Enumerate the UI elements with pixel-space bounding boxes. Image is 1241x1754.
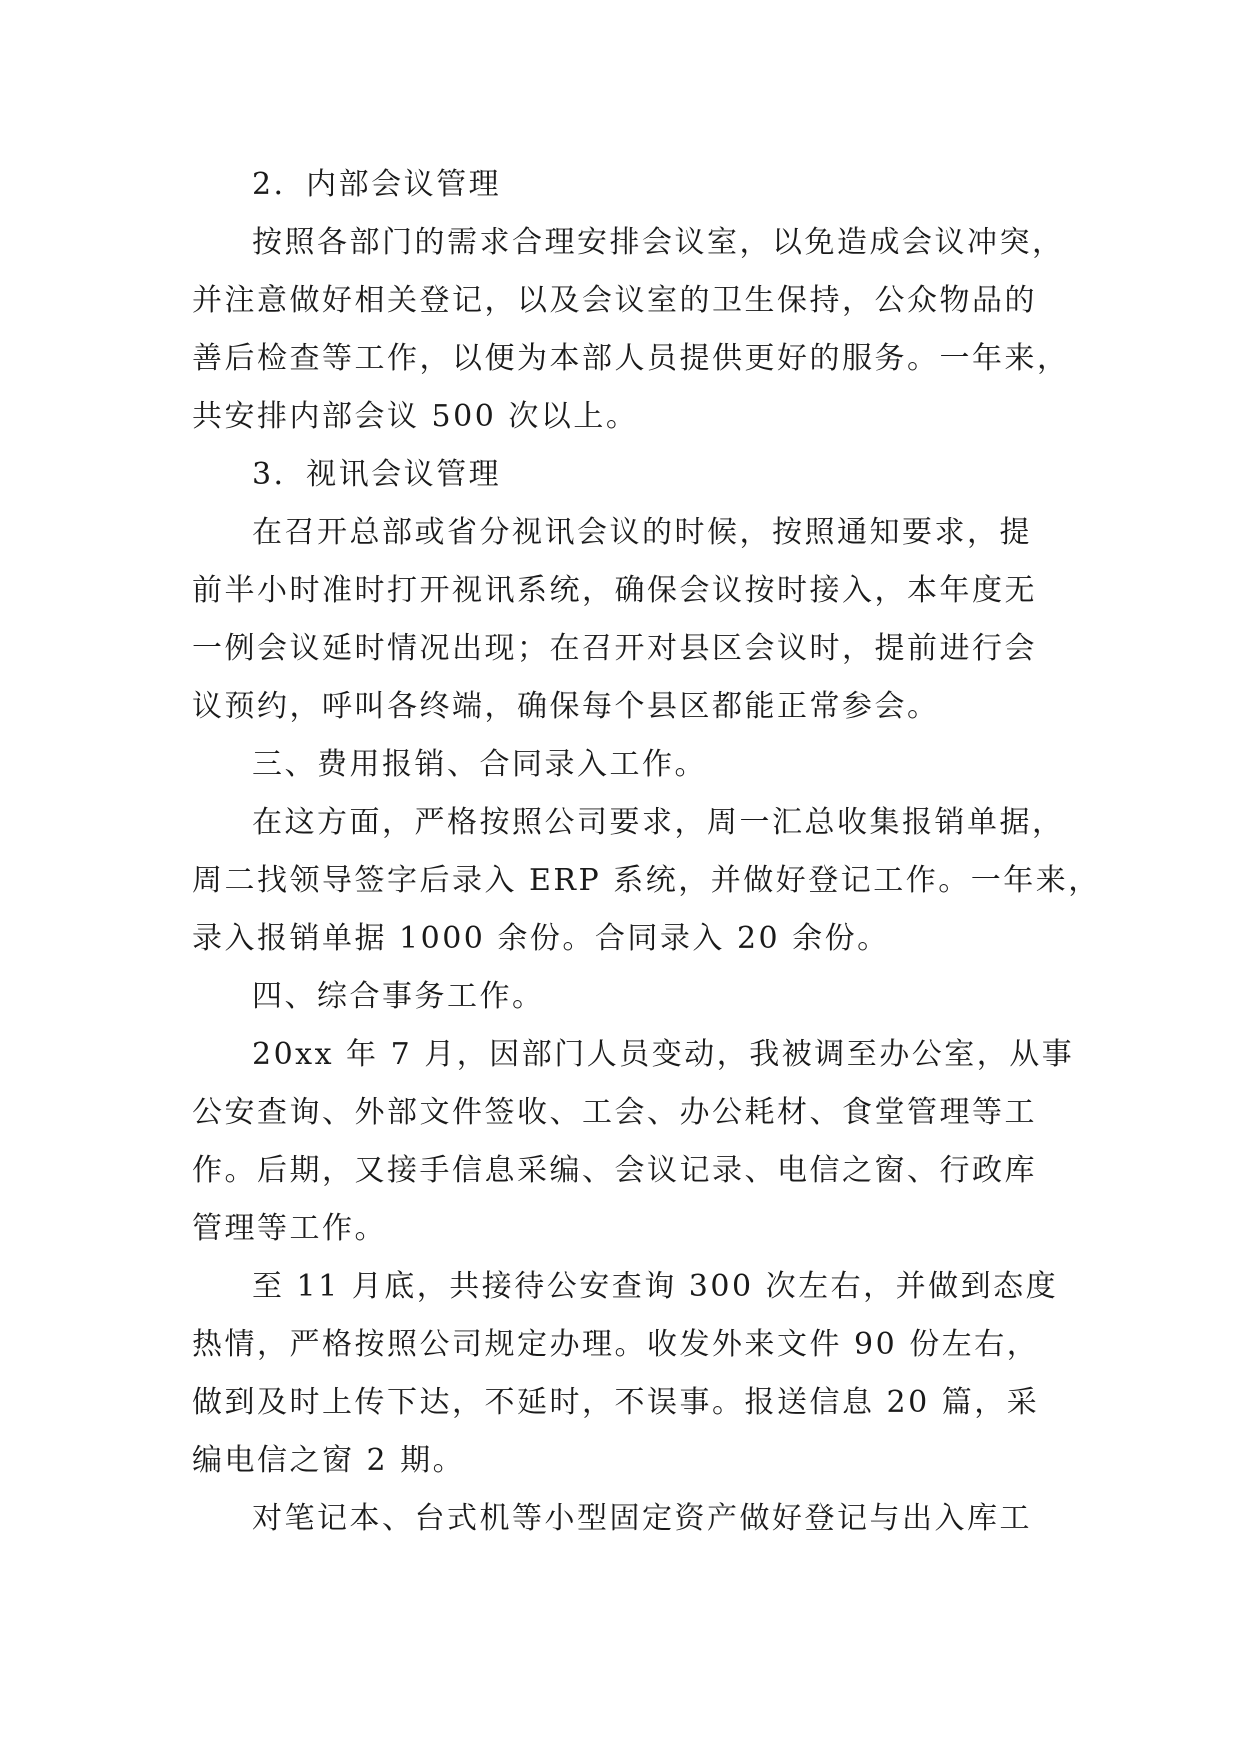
paragraph-line: 作。后期，又接手信息采编、会议记录、电信之窗、行政库: [192, 1153, 1037, 1188]
paragraph-line: 善后检查等工作，以便为本部人员提供更好的服务。一年来，: [192, 341, 1070, 376]
paragraph-line: 按照各部门的需求合理安排会议室，以免造成会议冲突，: [252, 225, 1065, 260]
paragraph-line: 并注意做好相关登记，以及会议室的卫生保持，公众物品的: [192, 283, 1037, 318]
paragraph-line: 至 11 月底，共接待公安查询 300 次左右，并做到态度: [252, 1269, 1059, 1304]
paragraph-line: 公安查询、外部文件签收、工会、办公耗材、食堂管理等工: [192, 1095, 1037, 1130]
paragraph-line: 在这方面，严格按照公司要求，周一汇总收集报销单据，: [252, 805, 1065, 840]
paragraph-line: 热情，严格按照公司规定办理。收发外来文件 90 份左右，: [192, 1327, 1040, 1362]
section-heading-expense-contracts: 三、费用报销、合同录入工作。: [252, 747, 707, 782]
paragraph-line: 做到及时上传下达，不延时，不误事。报送信息 20 篇，采: [192, 1385, 1040, 1420]
section-heading-general-affairs: 四、综合事务工作。: [252, 979, 545, 1014]
paragraph-line: 对笔记本、台式机等小型固定资产做好登记与出入库工: [252, 1501, 1032, 1536]
paragraph-line: 在召开总部或省分视讯会议的时候，按照通知要求，提: [252, 515, 1032, 550]
paragraph-line: 议预约，呼叫各终端，确保每个县区都能正常参会。: [192, 689, 940, 724]
paragraph-line: 周二找领导签字后录入 ERP 系统，并做好登记工作。一年来，: [192, 863, 1101, 898]
section-heading-video-meetings: 3．视讯会议管理: [252, 457, 502, 492]
section-heading-internal-meetings: 2．内部会议管理: [252, 167, 502, 202]
paragraph-line: 管理等工作。: [192, 1211, 387, 1246]
paragraph-line: 编电信之窗 2 期。: [192, 1443, 466, 1478]
paragraph-line: 录入报销单据 1000 余份。合同录入 20 余份。: [192, 921, 890, 956]
paragraph-line: 20xx 年 7 月，因部门人员变动，我被调至办公室，从事: [252, 1037, 1075, 1072]
paragraph-line: 共安排内部会议 500 次以上。: [192, 399, 639, 434]
paragraph-line: 一例会议延时情况出现；在召开对县区会议时，提前进行会: [192, 631, 1037, 666]
paragraph-line: 前半小时准时打开视讯系统，确保会议按时接入，本年度无: [192, 573, 1037, 608]
